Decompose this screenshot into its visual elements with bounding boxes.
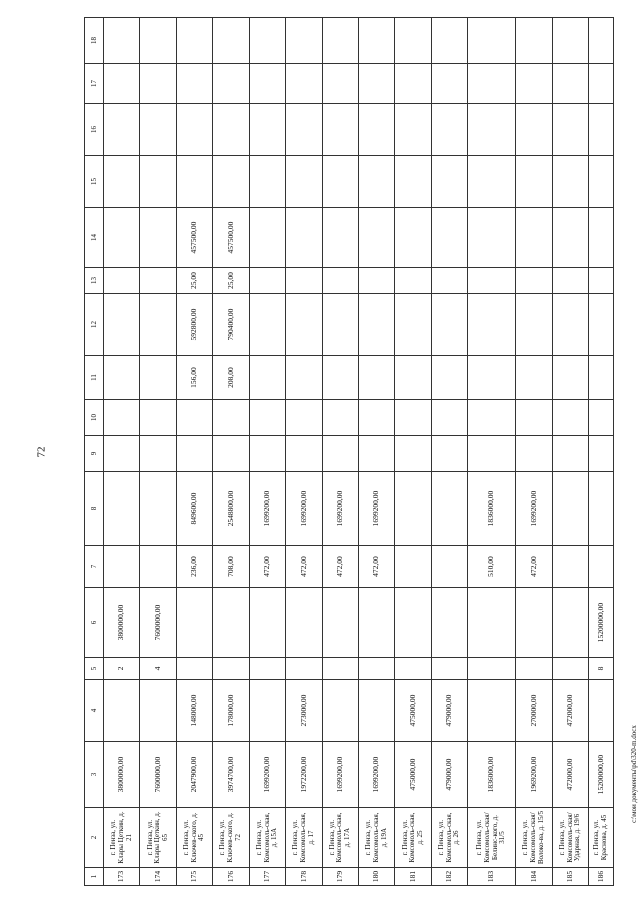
value-cell <box>249 400 285 436</box>
value-cell <box>104 546 140 588</box>
value-cell <box>104 436 140 472</box>
value-cell <box>468 436 516 472</box>
row-number-cell: 182 <box>431 868 467 886</box>
row-number-cell: 185 <box>552 868 588 886</box>
value-cell <box>552 546 588 588</box>
value-cell <box>516 658 552 680</box>
value-cell: 592800,00 <box>176 294 212 356</box>
value-cell <box>358 104 394 156</box>
value-cell <box>468 64 516 104</box>
table-row <box>516 18 552 886</box>
value-cell <box>286 658 322 680</box>
value-cell <box>176 104 212 156</box>
value-cell <box>589 680 614 742</box>
value-cell <box>431 436 467 472</box>
value-cell <box>104 472 140 546</box>
address-cell: г. Пенза, ул. Комсомоль-ская, д. 17 <box>286 808 322 868</box>
value-cell <box>358 156 394 208</box>
value-cell <box>322 400 358 436</box>
value-cell <box>104 18 140 64</box>
row-number-cell: 177 <box>249 868 285 886</box>
value-cell <box>140 680 176 742</box>
value-cell <box>322 104 358 156</box>
value-cell <box>213 18 249 64</box>
value-cell <box>431 588 467 658</box>
value-cell <box>286 208 322 268</box>
value-cell: 708,00 <box>213 546 249 588</box>
value-cell <box>431 268 467 294</box>
value-cell: 236,00 <box>176 546 212 588</box>
value-cell: 1836000,00 <box>468 472 516 546</box>
value-cell: 7600000,00 <box>140 588 176 658</box>
value-cell <box>322 658 358 680</box>
value-cell: 4 <box>140 658 176 680</box>
value-cell <box>395 156 431 208</box>
value-cell: 270000,00 <box>516 680 552 742</box>
value-cell <box>395 588 431 658</box>
value-cell: 2548800,00 <box>213 472 249 546</box>
table-row <box>589 18 614 886</box>
column-header: 9 <box>85 436 104 472</box>
value-cell: 472,00 <box>358 546 394 588</box>
value-cell <box>358 356 394 400</box>
value-cell <box>468 294 516 356</box>
table-container <box>84 18 614 886</box>
value-cell <box>249 18 285 64</box>
value-cell <box>468 208 516 268</box>
value-cell: 25,00 <box>176 268 212 294</box>
value-cell <box>395 64 431 104</box>
value-cell: 208,00 <box>213 356 249 400</box>
value-cell: 25,00 <box>213 268 249 294</box>
value-cell <box>249 436 285 472</box>
value-cell <box>286 268 322 294</box>
column-header: 8 <box>85 472 104 546</box>
value-cell: 1699200,00 <box>358 742 394 808</box>
value-cell <box>431 64 467 104</box>
value-cell <box>104 156 140 208</box>
value-cell <box>176 18 212 64</box>
value-cell <box>322 268 358 294</box>
value-cell <box>431 546 467 588</box>
value-cell <box>286 18 322 64</box>
value-cell <box>431 400 467 436</box>
value-cell <box>249 156 285 208</box>
row-number-cell: 174 <box>140 868 176 886</box>
value-cell: 457500,00 <box>213 208 249 268</box>
address-cell: г. Пенза, ул. Клары Цеткин, д. 21 <box>104 808 140 868</box>
value-cell: 472,00 <box>516 546 552 588</box>
value-cell <box>552 356 588 400</box>
value-cell: 472,00 <box>322 546 358 588</box>
value-cell: 178000,00 <box>213 680 249 742</box>
table-row <box>249 18 285 886</box>
value-cell <box>552 472 588 546</box>
value-cell <box>140 472 176 546</box>
value-cell: 8 <box>589 658 614 680</box>
table-row <box>552 18 588 886</box>
value-cell <box>589 268 614 294</box>
value-cell <box>358 268 394 294</box>
value-cell: 148000,00 <box>176 680 212 742</box>
value-cell: 472000,00 <box>552 742 588 808</box>
value-cell <box>249 104 285 156</box>
row-number-cell: 183 <box>468 868 516 886</box>
value-cell <box>249 64 285 104</box>
value-cell <box>589 104 614 156</box>
value-cell: 273000,00 <box>286 680 322 742</box>
row-number-cell: 181 <box>395 868 431 886</box>
value-cell <box>552 400 588 436</box>
column-header: 2 <box>85 808 104 868</box>
address-cell: г. Пенза, ул. Комсомоль-ская/Волоко-ва, д. 15/5 <box>516 808 552 868</box>
value-cell <box>516 64 552 104</box>
column-header: 1 <box>85 868 104 886</box>
address-cell: г. Пенза, ул. Комсомоль-ская, д. 26 <box>431 808 467 868</box>
value-cell <box>589 436 614 472</box>
value-cell: 3800000,00 <box>104 588 140 658</box>
table-row <box>395 18 431 886</box>
footer-file-path: c:\мои документы\pd\320-m.docx <box>629 725 638 823</box>
value-cell <box>358 294 394 356</box>
value-cell <box>468 658 516 680</box>
value-cell <box>322 436 358 472</box>
value-cell <box>213 104 249 156</box>
value-cell: 1699200,00 <box>358 472 394 546</box>
value-cell <box>286 400 322 436</box>
value-cell <box>104 104 140 156</box>
value-cell <box>589 18 614 64</box>
value-cell <box>104 64 140 104</box>
value-cell <box>140 294 176 356</box>
value-cell <box>516 400 552 436</box>
value-cell: 1699200,00 <box>249 472 285 546</box>
value-cell <box>213 588 249 658</box>
address-cell: г. Пенза, ул. Комсомоль-ская, д. 15А <box>249 808 285 868</box>
value-cell: 15200000,00 <box>589 588 614 658</box>
value-cell <box>395 104 431 156</box>
value-cell <box>516 436 552 472</box>
value-cell: 1699200,00 <box>249 742 285 808</box>
value-cell: 1969200,00 <box>516 742 552 808</box>
value-cell: 790400,00 <box>213 294 249 356</box>
value-cell <box>213 400 249 436</box>
value-cell <box>589 156 614 208</box>
value-cell <box>395 208 431 268</box>
value-cell <box>140 356 176 400</box>
table-row <box>468 18 516 886</box>
value-cell <box>176 588 212 658</box>
table-row <box>286 18 322 886</box>
value-cell <box>395 356 431 400</box>
value-cell: 1699200,00 <box>516 472 552 546</box>
value-cell: 15200000,00 <box>589 742 614 808</box>
value-cell <box>552 156 588 208</box>
value-cell <box>516 18 552 64</box>
value-cell: 849600,00 <box>176 472 212 546</box>
table-row <box>176 18 212 886</box>
value-cell <box>516 156 552 208</box>
row-number-cell: 176 <box>213 868 249 886</box>
column-header: 10 <box>85 400 104 436</box>
value-cell <box>249 680 285 742</box>
address-cell: г. Пенза, ул. Краснова, д. 45 <box>589 808 614 868</box>
row-number-cell: 179 <box>322 868 358 886</box>
value-cell: 472,00 <box>249 546 285 588</box>
value-cell <box>552 268 588 294</box>
value-cell <box>286 156 322 208</box>
value-cell <box>516 208 552 268</box>
value-cell: 7600000,00 <box>140 742 176 808</box>
row-number-cell: 180 <box>358 868 394 886</box>
value-cell <box>358 658 394 680</box>
value-cell <box>431 18 467 64</box>
value-cell: 457500,00 <box>176 208 212 268</box>
value-cell <box>104 208 140 268</box>
value-cell <box>516 294 552 356</box>
value-cell <box>395 472 431 546</box>
value-cell <box>431 356 467 400</box>
row-number-cell: 175 <box>176 868 212 886</box>
value-cell: 3974700,00 <box>213 742 249 808</box>
value-cell <box>213 436 249 472</box>
value-cell <box>358 436 394 472</box>
value-cell <box>468 18 516 64</box>
value-cell <box>395 400 431 436</box>
value-cell <box>395 18 431 64</box>
value-cell <box>589 400 614 436</box>
value-cell <box>468 588 516 658</box>
value-cell <box>552 588 588 658</box>
value-cell <box>468 400 516 436</box>
value-cell: 2047900,00 <box>176 742 212 808</box>
value-cell: 1836000,00 <box>468 742 516 808</box>
table-row <box>140 18 176 886</box>
value-cell <box>552 208 588 268</box>
value-cell: 475000,00 <box>395 680 431 742</box>
column-header: 6 <box>85 588 104 658</box>
value-cell <box>322 208 358 268</box>
value-cell: 479000,00 <box>431 680 467 742</box>
value-cell <box>213 64 249 104</box>
value-cell: 2 <box>104 658 140 680</box>
value-cell <box>431 472 467 546</box>
value-cell <box>249 268 285 294</box>
value-cell <box>395 658 431 680</box>
value-cell <box>140 18 176 64</box>
value-cell <box>431 156 467 208</box>
value-cell <box>322 156 358 208</box>
column-header: 5 <box>85 658 104 680</box>
value-cell <box>140 208 176 268</box>
value-cell <box>286 294 322 356</box>
value-cell <box>516 588 552 658</box>
value-cell <box>104 356 140 400</box>
column-header: 13 <box>85 268 104 294</box>
value-cell <box>176 400 212 436</box>
column-header: 14 <box>85 208 104 268</box>
address-cell: г. Пенза, ул. Комсомоль-ская/Ударная, д. 19/6 <box>552 808 588 868</box>
address-cell: г. Пенза, ул. Ключев-ского, д. 45 <box>176 808 212 868</box>
value-cell <box>286 356 322 400</box>
value-cell <box>552 64 588 104</box>
value-cell: 472,00 <box>286 546 322 588</box>
value-cell <box>358 680 394 742</box>
value-cell <box>249 294 285 356</box>
value-cell <box>358 18 394 64</box>
value-cell <box>249 356 285 400</box>
value-cell <box>552 104 588 156</box>
value-cell <box>104 294 140 356</box>
value-cell: 510,00 <box>468 546 516 588</box>
value-cell <box>176 156 212 208</box>
value-cell: 479000,00 <box>431 742 467 808</box>
table-body <box>104 18 614 886</box>
value-cell <box>516 268 552 294</box>
value-cell <box>140 436 176 472</box>
value-cell <box>322 680 358 742</box>
table-row <box>213 18 249 886</box>
value-cell <box>552 658 588 680</box>
value-cell: 1699200,00 <box>286 472 322 546</box>
row-number-cell: 178 <box>286 868 322 886</box>
table-row <box>431 18 467 886</box>
value-cell <box>589 294 614 356</box>
address-cell: г. Пенза, ул. Клары Цеткин, д. 65 <box>140 808 176 868</box>
value-cell <box>322 294 358 356</box>
value-cell <box>176 64 212 104</box>
value-cell <box>516 356 552 400</box>
value-cell <box>431 294 467 356</box>
column-header: 3 <box>85 742 104 808</box>
value-cell: 156,00 <box>176 356 212 400</box>
value-cell <box>468 268 516 294</box>
address-cell: г. Пенза, ул. Комсомоль-ская, д. 17А <box>322 808 358 868</box>
value-cell: 1972200,00 <box>286 742 322 808</box>
value-cell <box>468 680 516 742</box>
value-cell <box>589 546 614 588</box>
row-number-cell: 173 <box>104 868 140 886</box>
value-cell <box>140 104 176 156</box>
table-row <box>104 18 140 886</box>
value-cell <box>395 546 431 588</box>
value-cell <box>395 436 431 472</box>
address-cell: г. Пенза, ул. Ключев-ского, д. 72 <box>213 808 249 868</box>
value-cell <box>322 64 358 104</box>
value-cell <box>140 546 176 588</box>
value-cell <box>213 156 249 208</box>
column-header: 17 <box>85 64 104 104</box>
value-cell <box>589 472 614 546</box>
value-cell <box>395 294 431 356</box>
value-cell <box>552 294 588 356</box>
value-cell <box>286 64 322 104</box>
value-cell: 1699200,00 <box>322 742 358 808</box>
address-cell: г. Пенза, ул. Комсомоль-ская, д. 19А <box>358 808 394 868</box>
value-cell <box>104 400 140 436</box>
address-cell: г. Пенза, ул. Комсомоль-ская/Белинс-кого, д. 31/5 <box>468 808 516 868</box>
value-cell <box>249 588 285 658</box>
value-cell <box>358 588 394 658</box>
value-cell <box>286 436 322 472</box>
row-number-cell: 186 <box>589 868 614 886</box>
value-cell <box>358 64 394 104</box>
value-cell <box>140 268 176 294</box>
value-cell <box>468 156 516 208</box>
value-cell <box>516 104 552 156</box>
value-cell <box>358 208 394 268</box>
value-cell <box>552 436 588 472</box>
value-cell <box>589 208 614 268</box>
column-header: 4 <box>85 680 104 742</box>
value-cell <box>249 208 285 268</box>
value-cell: 472000,00 <box>552 680 588 742</box>
header-row <box>85 18 104 886</box>
value-cell <box>286 588 322 658</box>
value-cell <box>589 64 614 104</box>
value-cell <box>358 400 394 436</box>
value-cell <box>140 64 176 104</box>
column-header: 16 <box>85 104 104 156</box>
table-row <box>358 18 394 886</box>
page-number: 72 <box>35 446 48 458</box>
column-header: 11 <box>85 356 104 400</box>
value-cell <box>176 436 212 472</box>
value-cell <box>431 208 467 268</box>
data-table <box>84 17 614 886</box>
value-cell <box>468 356 516 400</box>
column-header: 18 <box>85 18 104 64</box>
value-cell <box>286 104 322 156</box>
value-cell <box>322 356 358 400</box>
value-cell <box>176 658 212 680</box>
value-cell <box>213 658 249 680</box>
value-cell: 1699200,00 <box>322 472 358 546</box>
column-header: 12 <box>85 294 104 356</box>
column-header: 15 <box>85 156 104 208</box>
value-cell <box>589 356 614 400</box>
address-cell: г. Пенза, ул. Комсомоль-ская, д. 25 <box>395 808 431 868</box>
value-cell <box>104 268 140 294</box>
value-cell <box>322 588 358 658</box>
value-cell: 475000,00 <box>395 742 431 808</box>
value-cell <box>104 680 140 742</box>
value-cell <box>431 104 467 156</box>
table-row <box>322 18 358 886</box>
value-cell <box>431 658 467 680</box>
value-cell: 3800000,00 <box>104 742 140 808</box>
column-header: 7 <box>85 546 104 588</box>
value-cell <box>140 156 176 208</box>
value-cell <box>322 18 358 64</box>
value-cell <box>468 104 516 156</box>
value-cell <box>249 658 285 680</box>
value-cell <box>395 268 431 294</box>
value-cell <box>552 18 588 64</box>
value-cell <box>140 400 176 436</box>
row-number-cell: 184 <box>516 868 552 886</box>
